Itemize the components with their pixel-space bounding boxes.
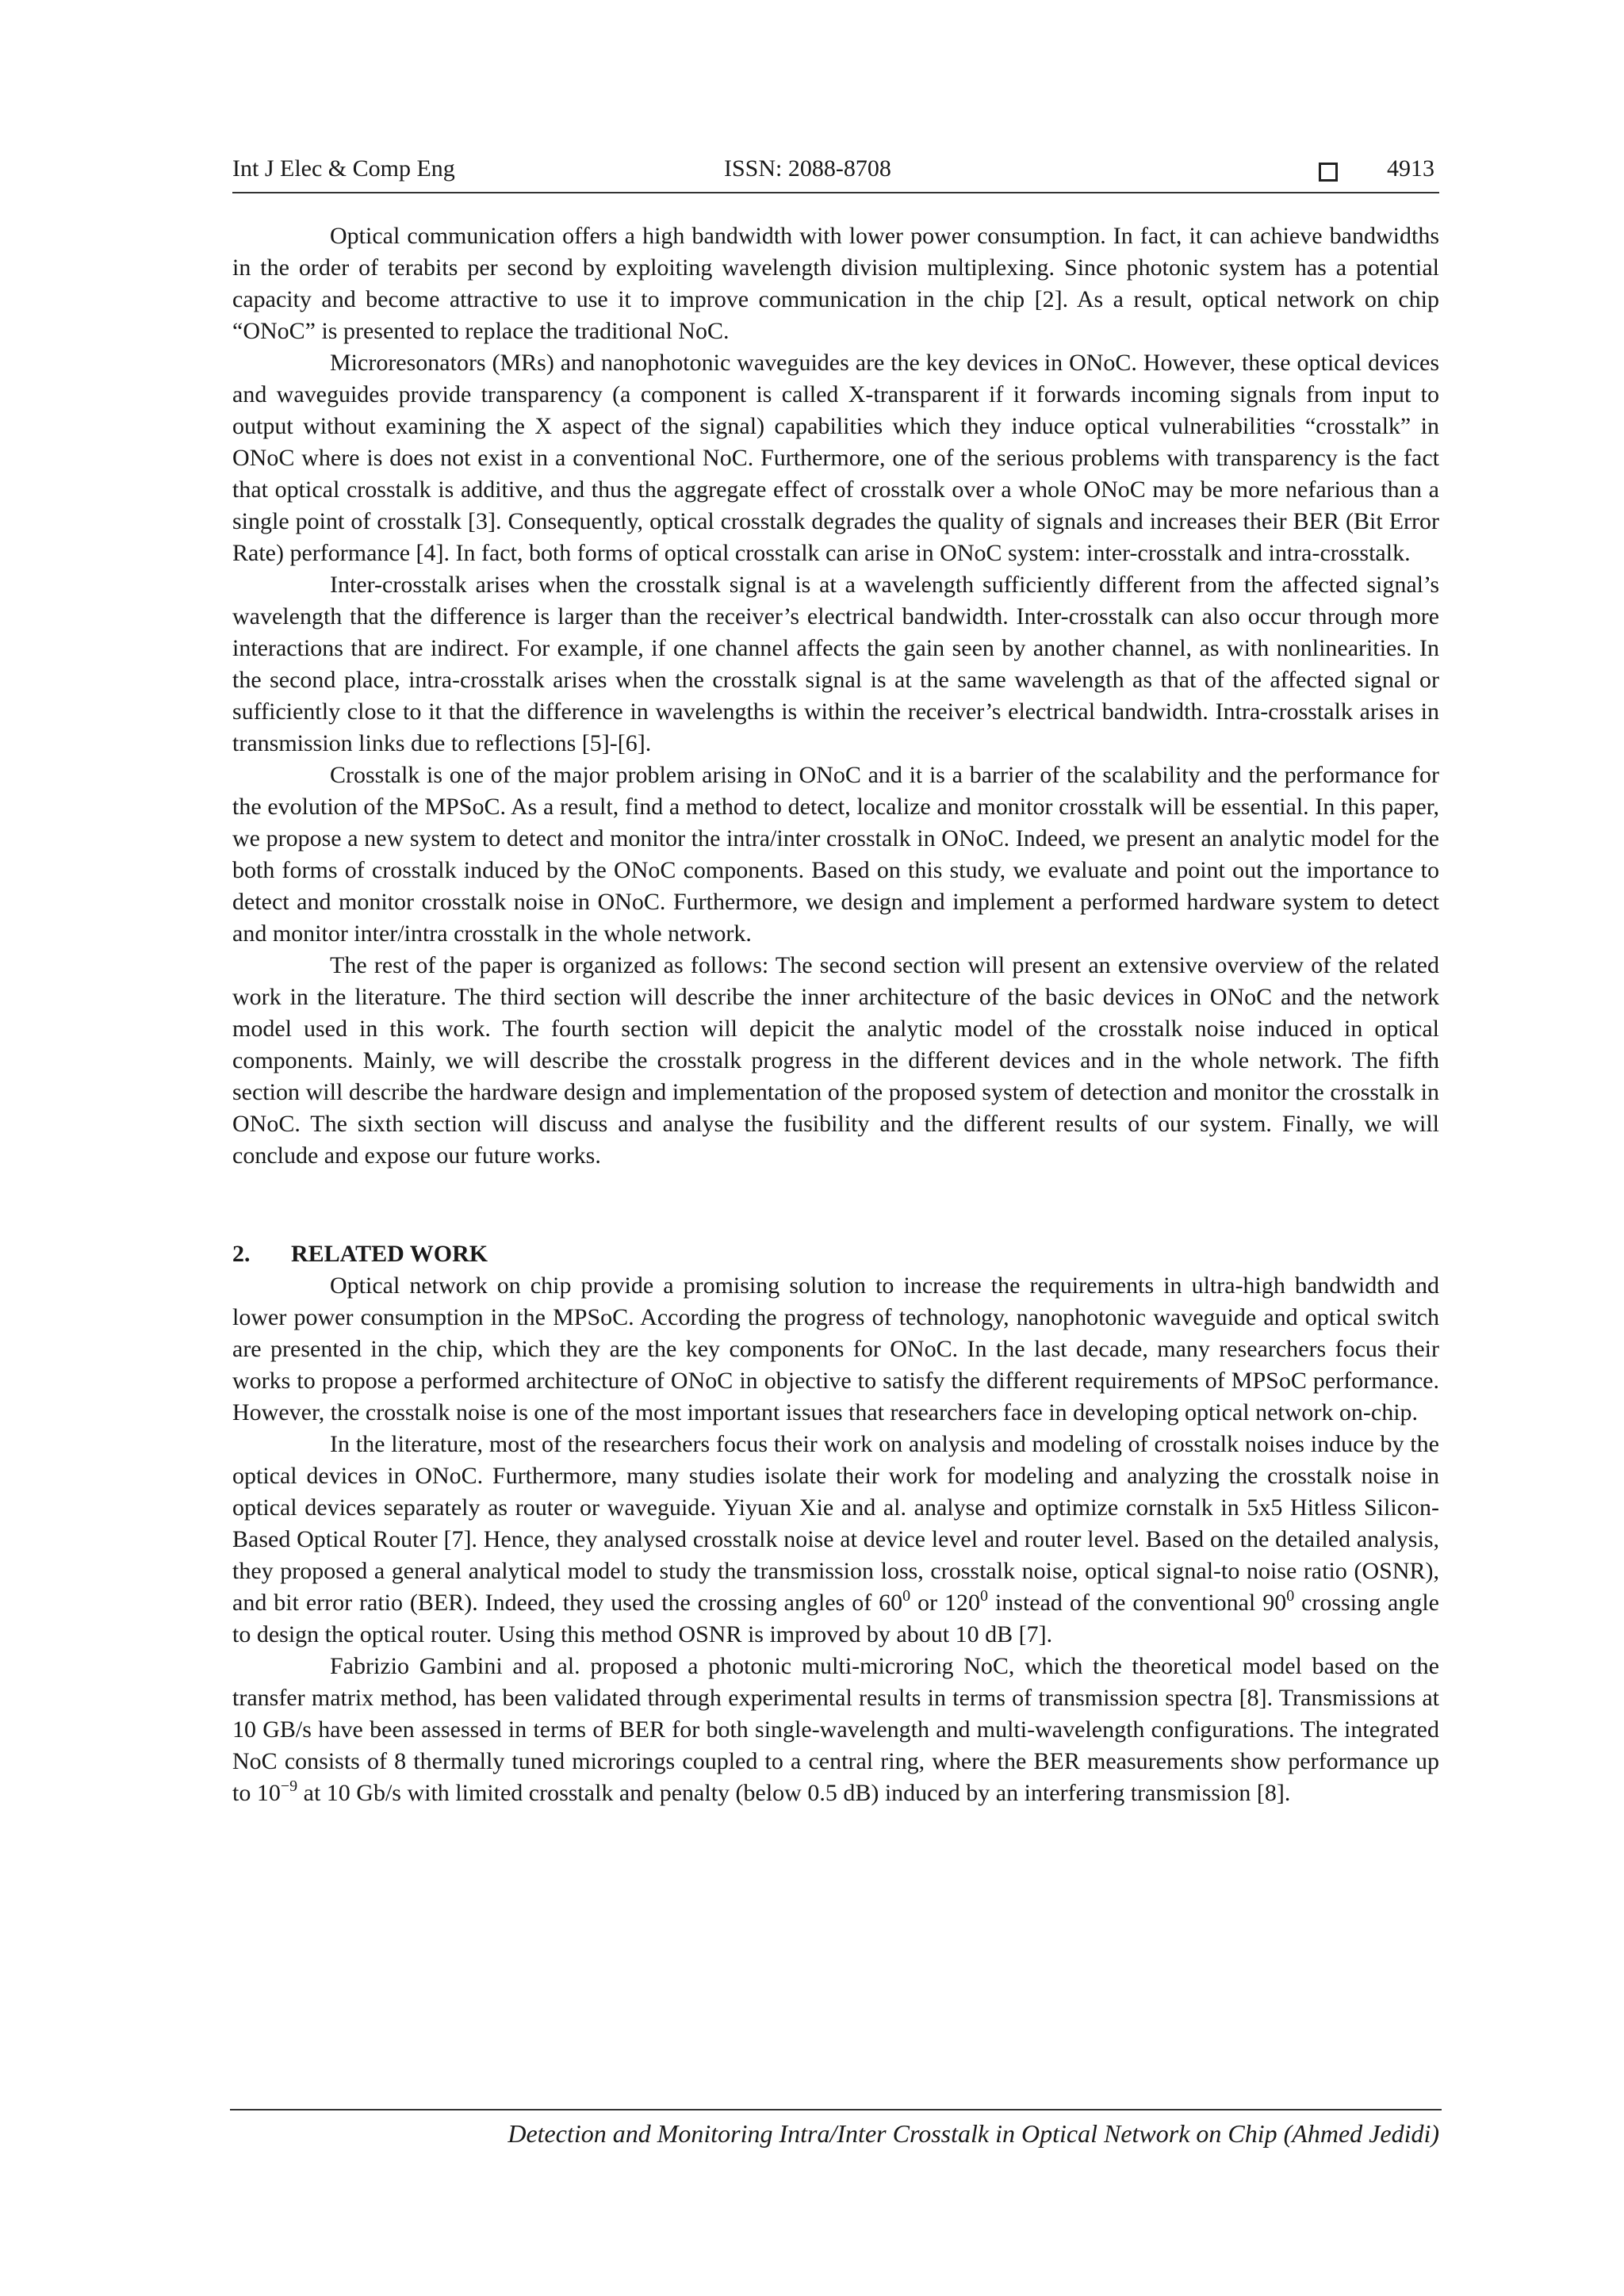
- page-number: 4913: [1387, 155, 1434, 182]
- paragraph-intro-3: Inter-crosstalk arises when the crosstalk signal is at a wavelength sufficiently different from the affected signal’s wavelength that the difference is larger than the receiver’s electrical bandwidth. Inter-crosstalk can also occur through more interactions that are indirect. For example, if one channel affects the gain seen by another channel, as with nonlinearities. In the second place, intra-crosstalk arises when the crosstalk signal is at the same wavelength as that of the affected signal or sufficiently close to it that the difference in wavelengths is within the receiver’s electrical bandwidth. Intra-crosstalk arises in transmission links due to reflections [5]-[6].: [232, 572, 1439, 756]
- issn-label: ISSN: 2088-8708: [724, 155, 891, 182]
- paragraph-related-3: Fabrizio Gambini and al. proposed a photonic multi-microring NoC, which the theoretical model based on the transfer matrix method, has been validated through experimental results in terms of transmission spectra [8]. Transmissions at 10 GB/s have been assessed in terms of BER for both single-wavelength and multi-wavelength configurations. The integrated NoC consists of 8 thermally tuned microrings coupled to a central ring, where the BER measurements show performance up to $10^{-9}$ at 10 Gb/s with limited crosstalk and penalty (below 0.5 dB) induced by an interfering transmission [8].: [232, 1653, 1439, 1806]
- paragraph-intro-1: Optical communication offers a high bandwidth with lower power consumption. In fact, it can achieve bandwidths in the order of terabits per second by exploiting wavelength division multiplexing. Since photonic system has a potential capacity and become attractive to use it to improve communication in the chip [2]. As a result, optical network on chip “ONoC” is presented to replace the traditional NoC.: [232, 223, 1439, 344]
- paragraph-related-1: Optical network on chip provide a promising solution to increase the requirements in ultra-high bandwidth and lower power consumption in the MPSoC. According the progress of technology, nanophotonic waveguide and optical switch are presented in the chip, which they are the key components for ONoC. In the last decade, many researchers focus their works to propose a performed architecture of ONoC in objective to satisfy the different requirements of MPSoC performance. However, the crosstalk noise is one of the most important issues that researchers face in developing optical network on-chip.: [232, 1272, 1439, 1425]
- paragraph-intro-2: Microresonators (MRs) and nanophotonic waveguides are the key devices in ONoC. However, these optical devices and waveguides provide transparency (a component is called X-transparent if it forwards incoming signals from input to output without examining the X aspect of the signal) capabilities which they induce optical vulnerabilities “crosstalk” in ONoC where is does not exist in a conventional NoC. Furthermore, one of the serious problems with transparency is the fact that optical crosstalk is additive, and thus the aggregate effect of crosstalk over a whole ONoC may be more nefarious than a single point of crosstalk [3]. Consequently, optical crosstalk degrades the quality of signals and increases their BER (Bit Error Rate) performance [4]. In fact, both forms of optical crosstalk can arise in ONoC system: inter-crosstalk and intra-crosstalk.: [232, 350, 1439, 566]
- page-header: [232, 155, 1439, 193]
- paragraph-intro-4: Crosstalk is one of the major problem arising in ONoC and it is a barrier of the scalability and the performance for the evolution of the MPSoC. As a result, find a method to detect, localize and monitor crosstalk will be essential. In this paper, we propose a new system to detect and monitor the intra/inter crosstalk in ONoC. Indeed, we present an analytic model for the both forms of crosstalk induced by the ONoC components. Based on this study, we evaluate and point out the importance to detect and monitor crosstalk noise in ONoC. Furthermore, we design and implement a performed hardware system to detect and monitor inter/intra crosstalk in the whole network.: [232, 762, 1439, 947]
- running-footer: Detection and Monitoring Intra/Inter Crosstalk in Optical Network on Chip (Ahmed Jedidi): [508, 2119, 1439, 2148]
- section-title: RELATED WORK: [291, 1241, 488, 1267]
- paragraph-related-2: In the literature, most of the researchers focus their work on analysis and modeling of crosstalk noises induce by the optical devices in ONoC. Furthermore, many studies isolate their work for modeling and analyzing the crosstalk noise in optical devices separately as router or waveguide. Yiyuan Xie and al. analyse and optimize cornstalk in 5x5 Hitless Silicon-Based Optical Router [7]. Hence, they analysed crosstalk noise at device level and router level. Based on the detailed analysis, they proposed a general analytical model to study the transmission loss, crosstalk noise, optical signal-to noise ratio (OSNR), and bit error ratio (BER). Indeed, they used the crossing angles of $60^0$ or $120^0$ instead of the conventional $90^0$ crossing angle to design the optical router. Using this method OSNR is improved by about 10 dB [7].: [232, 1431, 1440, 1647]
- paragraph-intro-5: The rest of the paper is organized as follows: The second section will present an extensive overview of the related work in the literature. The third section will describe the inner architecture of the basic devices in ONoC and the network model used in this work. The fourth section will depicit the analytic model of the crosstalk noise induced in optical components. Mainly, we will describe the crosstalk progress in the different devices and in the whole network. The fifth section will describe the hardware design and implementation of the proposed system of detection and monitor the crosstalk in ONoC. The sixth section will discuss and analyse the fusibility and the different results of our system. Finally, we will conclude and expose our future works.: [232, 952, 1439, 1169]
- journal-name: Int J Elec & Comp Eng: [232, 155, 455, 182]
- article-body: [232, 220, 1439, 1809]
- square-icon: [1319, 163, 1338, 182]
- section-heading-related-work: [232, 1238, 1439, 1270]
- section-number: 2.: [232, 1241, 251, 1267]
- footer-divider: [230, 2109, 1442, 2110]
